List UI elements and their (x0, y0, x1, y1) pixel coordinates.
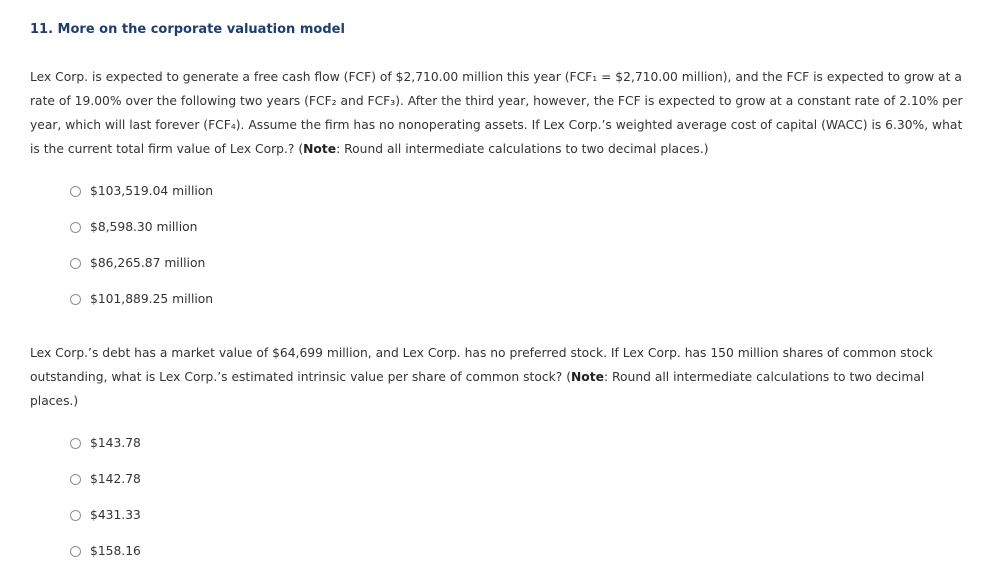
question-2-body: Lex Corp.’s debt has a market value of $64,699 million, and Lex Corp. has no preferred stock. If Lex Corp. has 150 million shares of common stock outstanding, what is Lex Corp.’s estimated intrinsic value per share of common stock? ( (30, 346, 933, 384)
q1-option-4[interactable] (70, 291, 213, 307)
question-1-text (30, 65, 965, 161)
radio-button[interactable] (70, 186, 81, 197)
q2-option-1-label: $143.78 (90, 436, 141, 450)
radio-button[interactable] (70, 546, 81, 557)
q2-option-1[interactable] (70, 435, 141, 451)
q1-option-4-label: $101,889.25 million (90, 292, 214, 306)
q2-option-4[interactable] (70, 543, 141, 559)
radio-button[interactable] (70, 510, 81, 521)
q1-option-2[interactable] (70, 219, 197, 235)
question-2-text (30, 341, 965, 413)
q2-option-4-label: $158.16 (90, 544, 141, 558)
note-label: Note (303, 142, 337, 156)
q1-option-3-label: $86,265.87 million (90, 256, 206, 270)
radio-button[interactable] (70, 438, 81, 449)
q2-option-2[interactable] (70, 471, 141, 487)
question-1-note: : Round all intermediate calculations to two decimal places.) (336, 142, 709, 156)
radio-button[interactable] (70, 294, 81, 305)
q1-option-2-label: $8,598.30 million (90, 220, 198, 234)
question-2-note: : Round all intermediate calculations to two decimal places.) (30, 370, 925, 408)
note-label: Note (571, 370, 604, 384)
q1-option-3[interactable] (70, 255, 205, 271)
q2-option-2-label: $142.78 (90, 472, 141, 486)
q2-option-3-label: $431.33 (90, 508, 141, 522)
q2-option-3[interactable] (70, 507, 141, 523)
question-1-body: Lex Corp. is expected to generate a free cash flow (FCF) of $2,710.00 million this year (FCF₁ = $2,710.00 million), and the FCF is expected to grow at a rate of 19.00% over the following two years (FCF₂ and FCF₃). After the third year, however, the FCF is expected to grow at a constant rate of 2.10% per year, which will last forever (FCF₄). Assume the firm has no nonoperating assets. If Lex Corp.’s weighted average cost of capital (WACC) is 6.30%, what is the current total firm value of Lex Corp.? ( (30, 70, 963, 156)
radio-button[interactable] (70, 474, 81, 485)
q1-option-1-label: $103,519.04 million (90, 184, 214, 198)
question-title: 11. More on the corporate valuation model (30, 22, 345, 37)
radio-button[interactable] (70, 258, 81, 269)
q1-option-1[interactable] (70, 183, 213, 199)
radio-button[interactable] (70, 222, 81, 233)
